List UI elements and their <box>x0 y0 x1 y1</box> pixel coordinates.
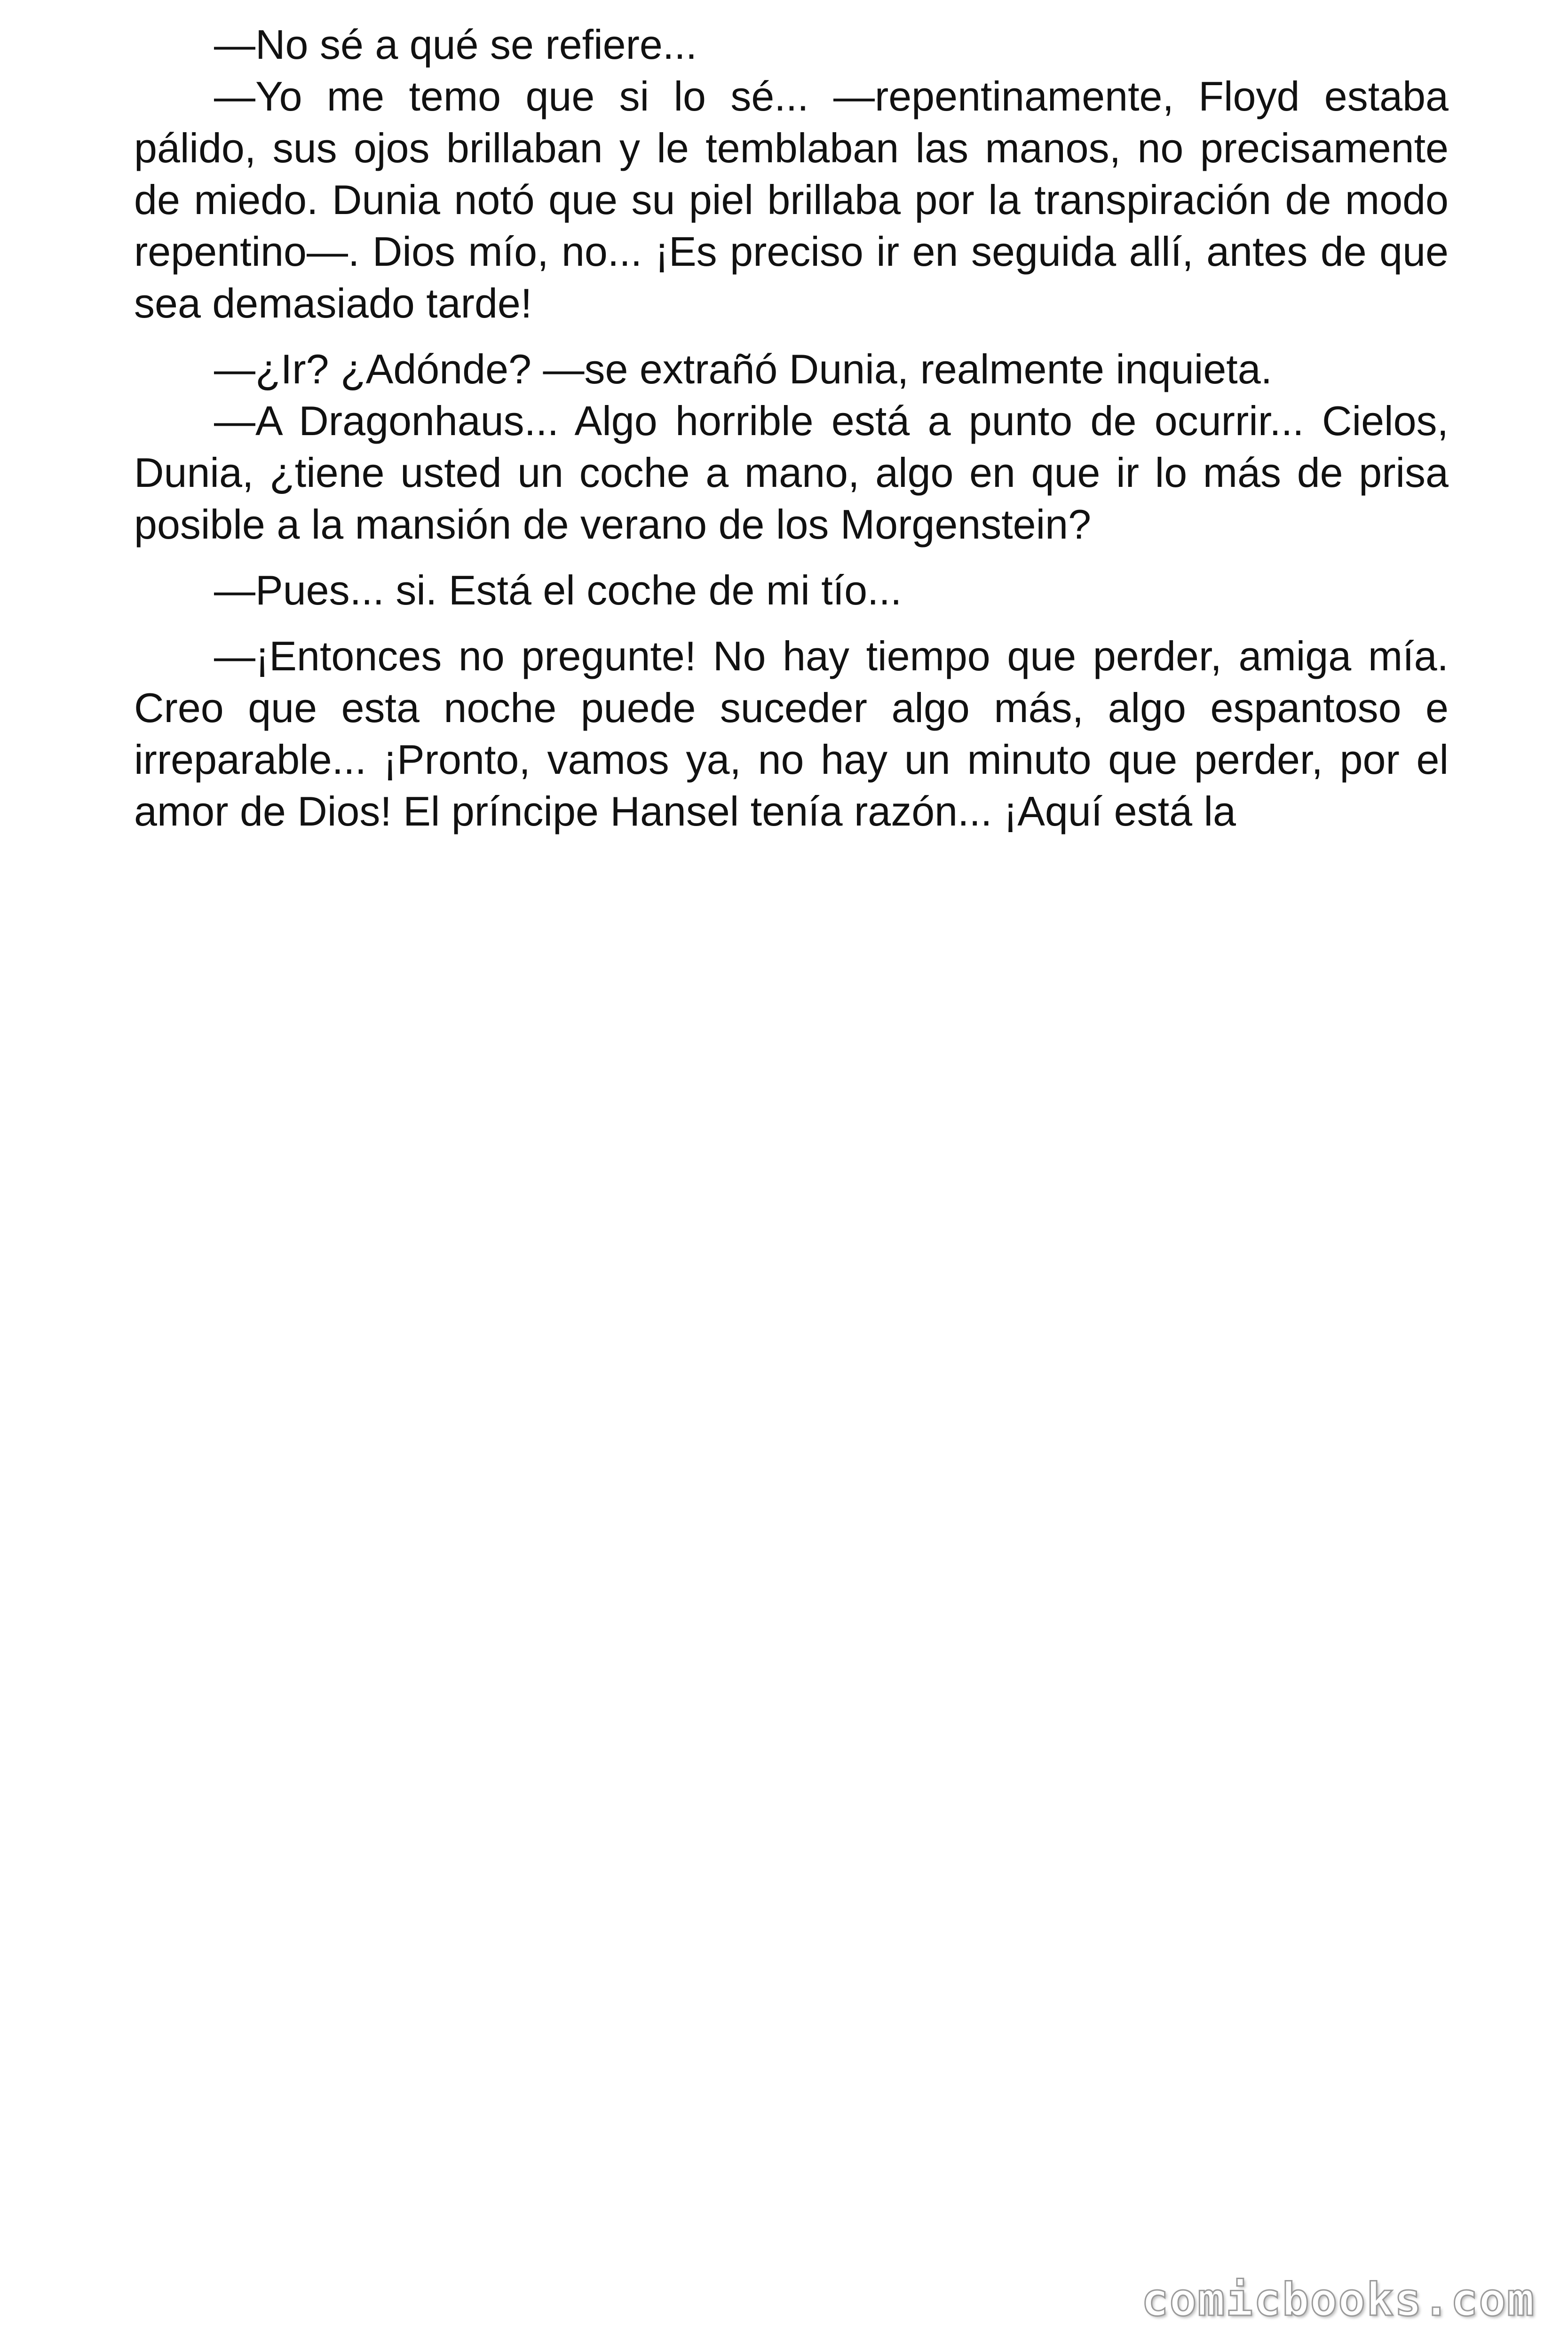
page-body <box>134 19 1449 837</box>
paragraph-1: —No sé a qué se refiere... <box>214 21 697 68</box>
paragraph-4: —A Dragonhaus... Algo horrible está a punto de ocurrir... Cielos, Dunia, ¿tiene usted un coche a mano, algo en que ir lo más de prisa posible a la mansión de verano de los Morgenstein? <box>134 397 1449 548</box>
watermark-logo: comicbooks.com <box>1141 2273 1535 2326</box>
paragraph-2: —Yo me temo que si lo sé... —repentinamente, Floyd estaba pálido, sus ojos brillaban y le temblaban las manos, no precisamente de miedo. Dunia notó que su piel brillaba por la transpiración de modo repentino—. Dios mío, no... ¡Es preciso ir en seguida allí, antes de que sea demasiado tarde! <box>134 73 1449 326</box>
paragraph-3: —¿Ir? ¿Adónde? —se extrañó Dunia, realmente inquieta. <box>214 346 1273 392</box>
paragraph-6: —¡Entonces no pregunte! No hay tiempo que perder, amiga mía. Creo que esta noche puede suceder algo más, algo espantoso e irreparable... ¡Pronto, vamos ya, no hay un minuto que perder, por el amor de Dios! El príncipe Hansel tenía razón... ¡Aquí está la <box>134 633 1449 834</box>
paragraph-5: —Pues... si. Está el coche de mi tío... <box>214 567 902 613</box>
